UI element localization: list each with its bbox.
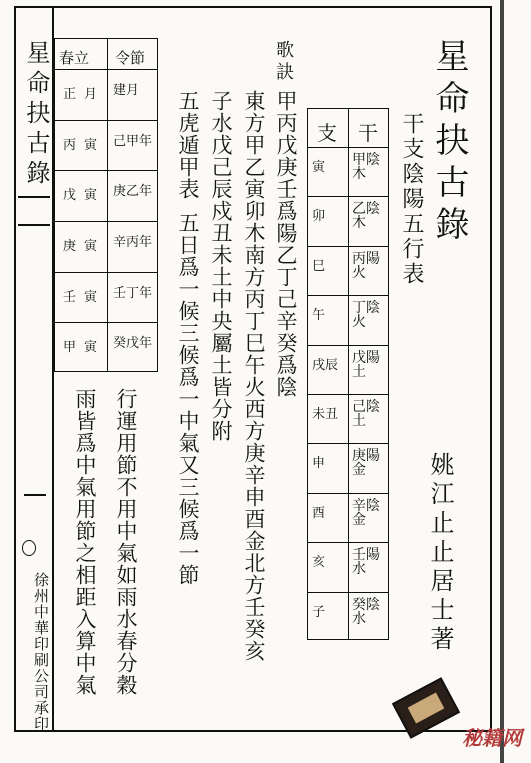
wuhu-heading: 五虎遁甲表 [176,90,200,200]
wuhu-row [55,120,157,172]
ganzhi-zhi-cell: 卯 [312,209,326,225]
wuhu-row [55,322,157,373]
ganzhi-zhi-cell: 未丑 [312,407,339,422]
ganzhi-row [308,443,388,493]
ganzhi-row [308,246,388,296]
text-line-b: 雨皆爲中氣用節之相距入算中氣 [73,388,97,696]
wuhu-left-cell: 正月 [63,87,106,102]
ganzhi-row [308,295,388,345]
song-heading: 歌訣 [273,40,294,84]
book-title: 星命抉古錄 [429,38,469,248]
ganzhi-header-gan: 干 [358,121,378,145]
song-line-1: 甲丙戊庚壬爲陽乙丁己辛癸爲陰 [274,90,298,398]
ganzhi-gan-cell: 丁陰火 [352,300,380,331]
ganzhi-zhi-cell: 戌辰 [312,357,339,373]
wuhu-row [55,272,157,324]
wuhu-right-cell: 癸戊年 [113,336,153,352]
printer-credit: 徐州中華印刷公司承印 [32,572,50,732]
ganzhi-gan-cell: 乙陰木 [352,201,380,232]
text-line-a: 行運用節不用中氣如雨水春分穀 [114,388,138,696]
ganzhi-row [308,394,388,444]
wuhu-left-cell: 戊寅 [63,188,106,204]
ganzhi-zhi-cell: 巳 [312,258,326,274]
wuhu-header-left: 春立 [59,49,90,67]
ganzhi-row [308,542,388,592]
ganzhi-row [308,196,388,246]
ganzhi-gan-cell: 戊陽土 [352,349,380,380]
ganzhi-table [307,108,389,640]
song-line-2: 東方甲乙寅卯木南方丙丁巳午火西方庚辛申酉金北方壬癸亥 [242,90,266,662]
table-title: 干支陰陽五行表 [399,112,424,287]
ganzhi-zhi-cell: 寅 [312,160,326,175]
wuhu-right-cell: 建月 [113,83,140,98]
wuhu-row [55,69,157,121]
wuhu-row [55,170,157,222]
ganzhi-gan-cell: 癸陰水 [352,596,380,627]
watermark-logo: 秘籍网 [462,726,522,750]
ganzhi-gan-cell: 己陰土 [352,399,380,429]
wuhu-left-cell: 壬寅 [63,289,106,305]
ganzhi-zhi-cell: 亥 [312,555,326,571]
ganzhi-row [308,147,388,197]
wuhu-header-row [55,39,157,70]
ganzhi-gan-cell: 丙陽火 [352,250,380,281]
spine-fish-tail-mark [18,196,50,226]
ganzhi-row [308,592,388,641]
spine-page-dash [24,494,46,496]
spine-circle-mark [22,540,36,556]
wuhu-right-cell: 壬丁年 [113,285,153,301]
song-line-3: 子水戊己辰戍丑未土中央屬土皆分附 [209,90,233,442]
wuhu-left-cell: 庚寅 [63,239,106,254]
author-credit: 姚江止止居士著 [426,452,454,655]
ganzhi-gan-cell: 壬陽水 [352,547,380,578]
wuhu-table [54,38,158,372]
ganzhi-zhi-cell: 子 [312,604,326,620]
ganzhi-row [308,345,388,395]
wuhu-right-cell: 辛丙年 [113,235,153,250]
ganzhi-gan-cell: 甲陰木 [352,152,380,182]
ganzhi-zhi-cell: 酉 [312,505,326,521]
wuhu-text: 五日爲一候三候爲一中氣又三候爲一節 [176,212,200,586]
spine-title: 星命抉古錄 [22,40,50,190]
wuhu-left-cell: 甲寅 [63,340,106,356]
wuhu-left-cell: 丙寅 [63,137,106,153]
ganzhi-header-zhi: 支 [317,121,337,145]
ganzhi-zhi-cell: 申 [312,456,326,472]
ganzhi-gan-cell: 庚陽金 [352,448,380,479]
ganzhi-row [308,493,388,543]
wuhu-right-cell: 己甲年 [113,133,153,149]
ganzhi-zhi-cell: 午 [312,308,326,324]
wuhu-row [55,221,157,273]
wuhu-right-cell: 庚乙年 [113,184,153,200]
ganzhi-gan-cell: 辛陰金 [352,497,380,528]
wuhu-header-right: 令節 [115,49,146,67]
